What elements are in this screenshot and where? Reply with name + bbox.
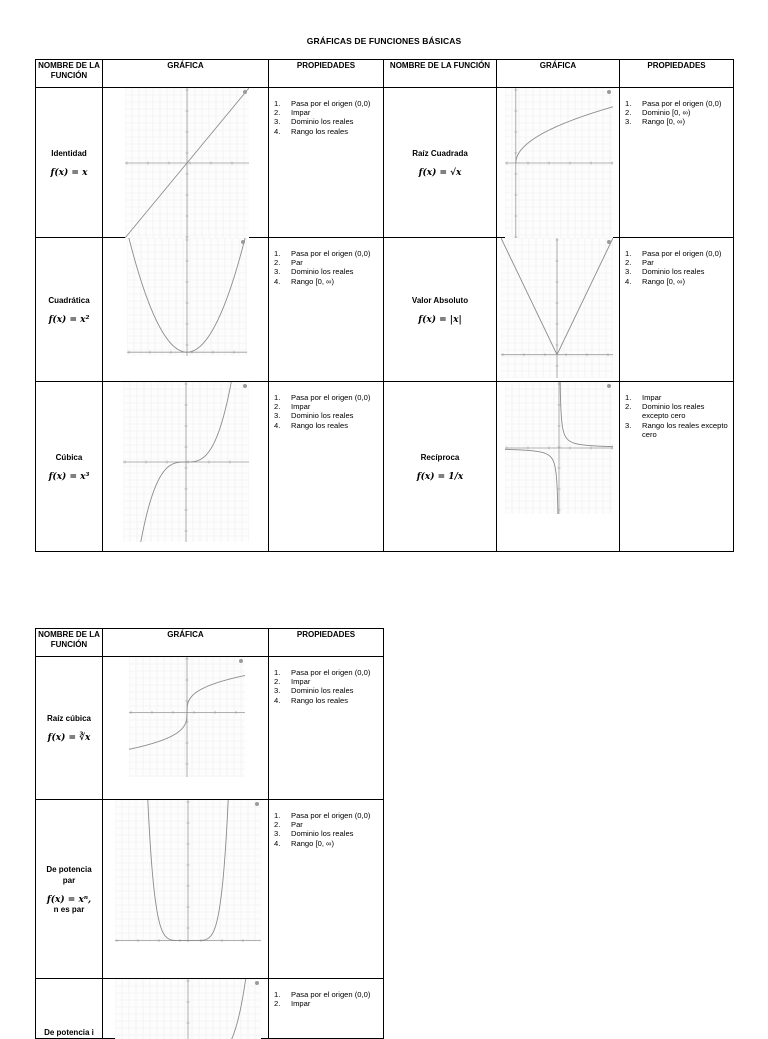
header-props: PROPIEDADES xyxy=(269,60,384,88)
property-item xyxy=(269,820,383,829)
function-name-cell xyxy=(36,88,103,238)
property-number: 3. xyxy=(274,829,281,839)
property-text: Rango los reales xyxy=(291,126,348,136)
graph-cell xyxy=(497,238,620,382)
function-name-cell xyxy=(36,238,103,382)
properties-list xyxy=(269,979,383,1008)
property-number: 2. xyxy=(625,402,632,412)
property-number: 1. xyxy=(625,249,632,258)
property-number: 4. xyxy=(274,838,281,848)
property-text: Dominio los reales xyxy=(291,117,354,127)
graph-canvas xyxy=(125,88,249,238)
properties-cell xyxy=(620,238,734,382)
graph-canvas xyxy=(129,657,245,777)
property-item xyxy=(269,258,383,267)
function-formula: f(x) = x² xyxy=(48,314,90,325)
reciprocal-graph-icon xyxy=(497,382,620,552)
odd-power-graph-icon xyxy=(103,979,269,1039)
property-item xyxy=(620,402,733,420)
corner-marker xyxy=(607,384,611,388)
property-text: Impar xyxy=(291,677,311,687)
corner-marker xyxy=(607,240,611,244)
properties-cell xyxy=(269,657,384,800)
property-text: Dominio [0, ∞) xyxy=(642,108,691,118)
properties-cell xyxy=(620,382,734,552)
property-text: Par xyxy=(291,820,303,830)
properties-list xyxy=(269,657,383,705)
graph-cell xyxy=(103,657,269,800)
property-number: 3. xyxy=(625,420,632,430)
graph-cell xyxy=(497,88,620,238)
function-name-cell xyxy=(36,979,103,1039)
property-item xyxy=(269,839,383,848)
property-text: Par xyxy=(291,258,303,268)
property-item xyxy=(269,267,383,276)
property-text: Pasa por el origen (0,0) xyxy=(291,99,371,108)
function-formula: f(x) = x³ xyxy=(48,471,90,482)
property-text: Par xyxy=(642,258,654,268)
function-name: Identidad xyxy=(51,148,87,158)
header-graph: GRÁFICA xyxy=(103,60,269,88)
property-number: 1. xyxy=(274,811,281,820)
properties-list xyxy=(620,88,733,127)
property-item xyxy=(269,99,383,108)
graph-canvas xyxy=(505,382,613,552)
property-number: 3. xyxy=(274,411,281,421)
property-item xyxy=(620,108,733,117)
graph-cell xyxy=(103,382,269,552)
graph-canvas xyxy=(123,382,249,552)
graph-canvas xyxy=(115,979,261,1039)
function-name-cell xyxy=(36,800,103,979)
property-item xyxy=(269,127,383,136)
function-name-cell xyxy=(36,657,103,800)
property-item xyxy=(620,393,733,402)
property-text: Dominio los reales xyxy=(291,686,354,696)
property-number: 1. xyxy=(274,668,281,677)
function-name: Raíz Cuadrada xyxy=(412,148,468,158)
function-note: n es par xyxy=(53,905,85,914)
property-item xyxy=(269,829,383,838)
property-item xyxy=(269,117,383,126)
property-item xyxy=(269,249,383,258)
property-item xyxy=(269,421,383,430)
properties-cell xyxy=(269,382,384,552)
function-name-cell xyxy=(384,88,497,238)
property-item xyxy=(269,277,383,286)
property-item xyxy=(269,990,383,999)
document-title: GRÁFICAS DE FUNCIONES BÁSICAS xyxy=(306,36,462,46)
property-text: Pasa por el origen (0,0) xyxy=(642,99,722,108)
property-text: Dominio los reales xyxy=(291,411,354,421)
property-item xyxy=(620,277,733,286)
even-power-graph-icon xyxy=(103,800,269,979)
graph-canvas xyxy=(115,800,261,942)
properties-list xyxy=(620,382,733,439)
property-text: Pasa por el origen (0,0) xyxy=(291,393,371,402)
property-item xyxy=(269,999,383,1008)
property-number: 1. xyxy=(274,249,281,258)
properties-cell xyxy=(620,88,734,238)
property-number: 2. xyxy=(274,999,281,1009)
graph-cell xyxy=(497,382,620,552)
header-graph: GRÁFICA xyxy=(497,60,620,88)
function-name: Raíz cúbica xyxy=(46,714,91,723)
graph-cell xyxy=(103,88,269,238)
property-text: Pasa por el origen (0,0) xyxy=(291,811,371,820)
graph-cell xyxy=(103,979,269,1039)
corner-marker xyxy=(243,384,247,388)
property-item xyxy=(269,696,383,705)
property-text: Rango [0, ∞) xyxy=(642,117,685,127)
property-text: Rango los reales excepto cero xyxy=(642,420,728,439)
function-name-cell xyxy=(384,382,497,552)
cube-root-graph-icon xyxy=(103,657,269,800)
property-item xyxy=(269,668,383,677)
function-formula: f(x) = |x| xyxy=(418,314,462,325)
property-text: Impar xyxy=(291,402,311,412)
graph-cell xyxy=(103,800,269,979)
function-name-cell xyxy=(384,238,497,382)
property-text: Rango [0, ∞) xyxy=(291,838,334,848)
properties-list xyxy=(269,800,383,848)
property-text: Pasa por el origen (0,0) xyxy=(291,990,371,999)
property-number: 3. xyxy=(274,117,281,127)
property-number: 1. xyxy=(625,99,632,108)
property-text: Dominio los reales xyxy=(291,267,354,277)
property-number: 2. xyxy=(274,258,281,268)
identity-graph-icon xyxy=(103,88,269,238)
corner-marker xyxy=(607,90,611,94)
corner-marker xyxy=(241,240,245,244)
square-root-graph-icon xyxy=(497,88,620,238)
property-text: Impar xyxy=(291,999,311,1009)
property-text: Pasa por el origen (0,0) xyxy=(642,249,722,258)
property-item xyxy=(620,421,733,439)
function-formula: f(x) = x xyxy=(50,167,88,178)
function-name: Valor Absoluto xyxy=(411,295,469,305)
property-number: 1. xyxy=(274,393,281,402)
property-text: Rango [0, ∞) xyxy=(642,276,685,286)
graph-canvas xyxy=(127,238,247,356)
property-number: 4. xyxy=(274,126,281,136)
property-item xyxy=(269,677,383,686)
property-text: Dominio los reales excepto cero xyxy=(642,402,705,421)
function-name: De potencia par xyxy=(46,865,92,885)
property-text: Impar xyxy=(291,108,311,118)
property-number: 2. xyxy=(625,108,632,118)
property-text: Rango [0, ∞) xyxy=(291,276,334,286)
function-name: Cuadrática xyxy=(48,295,90,305)
function-name: Cúbica xyxy=(55,452,83,462)
property-item xyxy=(269,402,383,411)
cubic-graph-icon xyxy=(103,382,269,552)
quadratic-graph-icon xyxy=(103,238,269,382)
header-props: PROPIEDADES xyxy=(620,60,734,88)
property-text: Rango los reales xyxy=(291,420,348,430)
property-item xyxy=(620,249,733,258)
corner-marker xyxy=(243,90,247,94)
properties-list xyxy=(620,238,733,286)
property-item xyxy=(620,258,733,267)
property-item xyxy=(620,267,733,276)
graph-cell xyxy=(103,238,269,382)
property-number: 3. xyxy=(274,686,281,696)
properties-cell xyxy=(269,238,384,382)
property-item xyxy=(620,117,733,126)
property-number: 3. xyxy=(625,267,632,277)
property-number: 4. xyxy=(274,695,281,705)
corner-marker xyxy=(255,802,259,806)
header-name: NOMBRE DE LA FUNCIÓN xyxy=(36,629,103,657)
property-number: 4. xyxy=(274,420,281,430)
graph-canvas xyxy=(501,238,613,378)
property-number: 3. xyxy=(274,267,281,277)
property-number: 1. xyxy=(625,393,632,402)
absolute-value-graph-icon xyxy=(497,238,620,382)
property-number: 2. xyxy=(274,402,281,412)
header-graph: GRÁFICA xyxy=(103,629,269,657)
properties-cell xyxy=(269,800,384,979)
function-formula: f(x) = 1/x xyxy=(416,471,464,482)
function-formula: f(x) = ∛x xyxy=(47,733,91,743)
property-number: 4. xyxy=(625,276,632,286)
property-text: Pasa por el origen (0,0) xyxy=(291,249,371,258)
property-number: 1. xyxy=(274,99,281,108)
corner-marker xyxy=(255,981,259,985)
property-text: Rango los reales xyxy=(291,695,348,705)
property-text: Dominio los reales xyxy=(291,829,354,839)
property-number: 2. xyxy=(274,820,281,830)
header-name: NOMBRE DE LA FUNCIÓN xyxy=(36,60,103,88)
property-item xyxy=(269,686,383,695)
properties-list xyxy=(269,238,383,286)
properties-cell xyxy=(269,979,384,1039)
property-number: 1. xyxy=(274,990,281,999)
property-item xyxy=(269,108,383,117)
property-text: Impar xyxy=(642,393,662,402)
function-name: Recíproca xyxy=(420,452,460,462)
property-item xyxy=(269,393,383,402)
property-number: 4. xyxy=(274,276,281,286)
header-name: NOMBRE DE LA FUNCIÓN xyxy=(384,60,497,88)
function-name-cell xyxy=(36,382,103,552)
property-text: Dominio los reales xyxy=(642,267,705,277)
property-number: 2. xyxy=(625,258,632,268)
functions-table-secondary xyxy=(35,628,384,1039)
properties-list xyxy=(269,88,383,136)
property-item xyxy=(269,811,383,820)
properties-cell xyxy=(269,88,384,238)
property-number: 3. xyxy=(625,117,632,127)
function-name: De potencia i xyxy=(44,1028,94,1037)
header-props: PROPIEDADES xyxy=(269,629,384,657)
property-item xyxy=(620,99,733,108)
function-formula: f(x) = xⁿ, xyxy=(46,895,92,905)
functions-table-main xyxy=(35,59,734,552)
properties-list xyxy=(269,382,383,430)
graph-canvas xyxy=(505,88,613,238)
property-text: Pasa por el origen (0,0) xyxy=(291,668,371,677)
property-number: 2. xyxy=(274,677,281,687)
property-item xyxy=(269,411,383,420)
property-number: 2. xyxy=(274,108,281,118)
corner-marker xyxy=(239,659,243,663)
function-formula: f(x) = √x xyxy=(418,167,462,178)
